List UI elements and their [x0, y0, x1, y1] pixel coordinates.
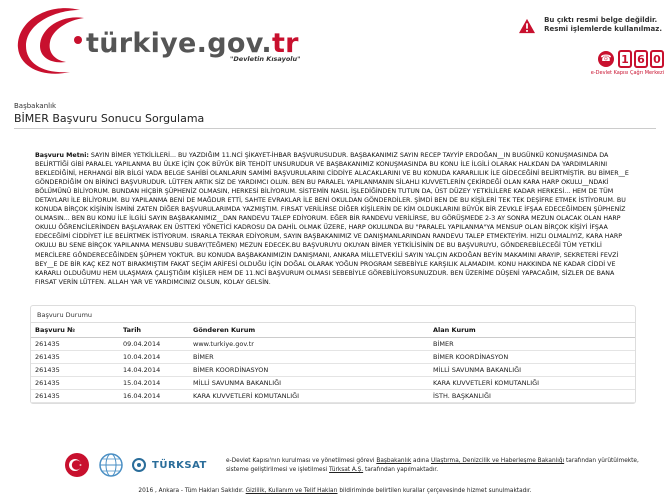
copyright-text-2: bildiriminde belirtilen kurallar çerçevesinde hizmet sunulmaktadır.: [339, 488, 532, 494]
table-cell: BİMER: [189, 351, 429, 364]
copyright-text-1: 2016 , Ankara - Tüm Hakları Saklıdır.: [138, 488, 244, 494]
footer-text-2: adına: [413, 458, 430, 464]
footer-logos: [64, 452, 207, 478]
table-row: [31, 351, 635, 364]
table-cell: KARA KUVVETLERİ KOMUTANLIĞI: [429, 377, 635, 390]
status-table-header: [31, 323, 635, 338]
footer-text-4: tarafından yapılmaktadır.: [364, 467, 439, 473]
globe-network-icon: [96, 452, 126, 478]
link-turksat[interactable]: Türksat A.Ş.: [329, 467, 364, 473]
link-privacy-terms[interactable]: Gizlilik, Kullanım ve Telif Hakları: [245, 488, 338, 494]
table-cell: 261435: [31, 338, 119, 351]
application-status-panel: [30, 305, 636, 404]
footer-text-1: e-Devlet Kapısı'nın kurulması ve yönetilmesi görevi: [226, 458, 375, 464]
table-cell: www.turkiye.gov.tr: [189, 338, 429, 351]
table-cell: 14.04.2014: [119, 364, 189, 377]
table-cell: 10.04.2014: [119, 351, 189, 364]
table-cell: KARA KUVVETLERİ KOMUTANLIĞI: [189, 390, 429, 403]
table-cell: 15.04.2014: [119, 377, 189, 390]
breadcrumb[interactable]: Başbakanlık: [14, 102, 57, 110]
call-center-badge[interactable]: [568, 50, 664, 76]
table-cell: 261435: [31, 390, 119, 403]
call-digit: 0: [650, 50, 664, 68]
turksat-logo-text: TÜRKSAT: [152, 459, 207, 471]
call-digit: 1: [618, 50, 632, 68]
column-header: Tarih: [119, 323, 189, 338]
table-row: [31, 377, 635, 390]
footer-info: [226, 457, 656, 475]
application-label: Başvuru Metni:: [35, 152, 89, 159]
status-heading: Başvuru Durumu: [31, 306, 635, 323]
table-cell: 261435: [31, 364, 119, 377]
application-body: SAYIN BİMER YETKİLİLERİ... BU YAZDIĞIM 11.NCİ ŞİKAYET-İHBAR BAŞVURUSUDUR. BAŞBAKANIMIZ SAYIN RECEP TAYYİP ERDOĞAN__IN BUGÜNKÜ KONUŞMASINDA DA BELİRTTİĞİ GİBİ PARALEL YAPILANMA BU ÜLKE İÇİN ÇOK BÜYÜK BİR TEHDİT UNSURUDUR VE BAŞBAKANIMIZ KONUŞMASINDA BU KONU İLE İLGİLİ OLARAK HALKDAN DA YARDIMLARINI BEKLEDİĞİNİ, HERHANGİ BİR BİLGİ YADA BELGE SAHİBİ OLANLARIN SAMİMİ BAŞVURULARINI CİDDİYE ALACAKLARINI VE BU KONUDA KARARLILIK İLE GİDECEĞİNİ BELİRTMİŞTİR. BU BİMER__E GÖNDERDİĞİM ON BİRİNCİ BAŞVURUDUR. LÜTFEN ARTIK SİZ DE YARDIMCI OLUN. BEN BU PARALEL YAPILANMANIN SİLAHLI KUVVETLERİN ÇEKİRDEĞİ OLAN KARA HARP OKULU__NDAKİ BÖLÜMÜNÜ BİLİYORUM. BUNDAN HİÇBİR ŞÜPHENİZ OLMASIN, HERKESİ BİLİYORUM. SİSTEMİN NASIL İŞLEDİĞİNDEN TUTUN DA, ÜST DÜZEY YETKİLİLERE KADAR HERKESİ... HEM DE TÜM DETAYLARI İLE BİLİYORUM. BU YAPILANMA BENİ DE MAĞDUR ETTİ, SAHTE EVRAKLAR İLE BENİ OKULDAN GÖNDERDİLER. ŞİMDİ BEN DE BU KİŞİLERİ TEK TEK DEŞİFRE ETMEK İSTİYORUM. BU KONUDA BİRÇOK KİŞİNİN İSMİNİ ZATEN DİĞER BAŞVURULARIMDA YAZMIŞTIM. FIRSAT VERİLİRSE DİĞER KİŞİLERİN DE KİM OLDUKLARINI BÜYÜK BİR ZEVKLE İFŞAA EDECEĞİMDEN ŞÜPHENİZ OLMASIN... BEN BU KONU İLE İLGİLİ SAYIN BAŞBAKANIMIZ__DAN RANDEVU TALEP EDİYORUM. EĞER BİR RANDEVU VERİLİRSE, BU GÖRÜŞMEDE 2-3 AY SONRA MEZUN OLACAK OLAN HARP OKULU ÖĞRENCİLERİNDEN BAŞLAYARAK EN ÜSTTEKİ YÖNETİCİ KADROSU DA DAHİL OLMAK ÜZERE, HARP OKULUNDA BU "PARALEL YAPILANMA"YA MENSUP OLAN BİRÇOK KİŞİYİ İFŞAA EDECEĞİMİ CİDDİYET İLE BELİRTMEK İSTİYORUM. ISRARLA TEKRAR EDİYORUM, SAYIN BAŞBAKANIMIZ VE DANIŞMANLARINDAN RANDEVU TALEP ETMEKTEYİM. HIZLI OLMALIYIZ, KARA HARP OKULU BU SENE BİRÇOK YAPILANMA MENSUBU SUBAY(TEĞMEN) MEZUN EDECEK.BU BAŞVURUYU OKUYAN BİMER YETKİLİSİNİN DE BU BAŞVURUYU, GÖNDEREBİLECEĞİ TÜM YETKİLİ MERCİLERE GÖNDERECEĞİNDEN ŞÜPHEM YOKTUR. BU KONUDA BAŞBAKANIMIZIN DANIŞMANI, ANKARA MİLLETVEKİLİ SAYIN YALÇIN AKDOĞAN BEYİN MAKAMINI ARAYIP, SEKRETERİ FEVZİ BEY__E DE BİR KAÇ KEZ NOT BIRAKMIŞTIM FAKAT SEÇİM ARİFESİ OLDUĞU İÇİN DOĞAL OLARAK YOĞUN PROGRAM SEBEBİYLE KARŞILIK ALAMADIM. KONU HAKKINDA NE KADAR CİDDİ VE KARARLI OLDUĞUMU HEM ULAŞMAYA ÇALIŞTIĞIM KİŞİLER HEM DE 11.NCİ BAŞVURUM OLMASI SEBEBİYLE GÖREBİLİYORSUNUZDUR. BEN ÜZERİME DÜŞENİ YAPACAĞIM, SİZLER DE BANA FIRSAT VERİN LÜTFEN. ALLAH YAR VE YARDIMCINIZ OLSUN, KOLAY GELSİN.: [35, 152, 629, 286]
table-row: [31, 338, 635, 351]
table-cell: BİMER KOORDİNASYON: [189, 364, 429, 377]
logo-main-text: türkiye.gov.: [86, 28, 272, 59]
table-row: [31, 364, 635, 377]
crescent-star-icon: [64, 452, 90, 478]
table-cell: BİMER KOORDİNASYON: [429, 351, 635, 364]
application-text: [35, 151, 633, 287]
column-header: Alan Kurum: [429, 323, 635, 338]
call-digit: 6: [634, 50, 648, 68]
table-cell: 261435: [31, 377, 119, 390]
title-divider: [14, 128, 656, 129]
phone-icon: ☎: [598, 51, 614, 67]
site-header: [0, 0, 670, 90]
table-cell: 261435: [31, 351, 119, 364]
copyright: [0, 488, 670, 494]
table-cell: MİLLİ SAVUNMA BAKANLIĞI: [429, 364, 635, 377]
table-cell: 09.04.2014: [119, 338, 189, 351]
call-center-caption: e-Devlet Kapısı Çağrı Merkezi: [590, 70, 664, 76]
warning-line-2: Resmi işlemlerde kullanılmaz.: [544, 25, 662, 33]
warning-line-1: Bu çıktı resmi belge değildir.: [544, 16, 658, 24]
logo-tld-text: tr: [271, 28, 299, 59]
table-cell: MİLLİ SAVUNMA BAKANLIĞI: [189, 377, 429, 390]
table-row: [31, 390, 635, 403]
link-ministry[interactable]: Ulaştırma, Denizcilik ve Haberleşme Bakanlığı: [430, 458, 565, 464]
logo-tagline: "Devletin Kısayolu": [230, 55, 301, 63]
official-document-warning: [518, 16, 662, 34]
status-table: [31, 323, 635, 403]
footer-text-3: tarafından yürütülmekte, sisteme geliştirilmesi ve işletilmesi: [226, 458, 639, 473]
table-cell: BİMER: [429, 338, 635, 351]
column-header: Gönderen Kurum: [189, 323, 429, 338]
column-header: Başvuru №: [31, 323, 119, 338]
page-title: BİMER Başvuru Sonucu Sorgulama: [14, 112, 205, 125]
turksat-logo-icon: [132, 458, 146, 472]
warning-triangle-icon: [518, 18, 536, 34]
table-cell: 16.04.2014: [119, 390, 189, 403]
table-cell: İSTH. BAŞKANLIĞI: [429, 390, 635, 403]
link-basbakanlik[interactable]: Başbakanlık: [376, 458, 412, 464]
